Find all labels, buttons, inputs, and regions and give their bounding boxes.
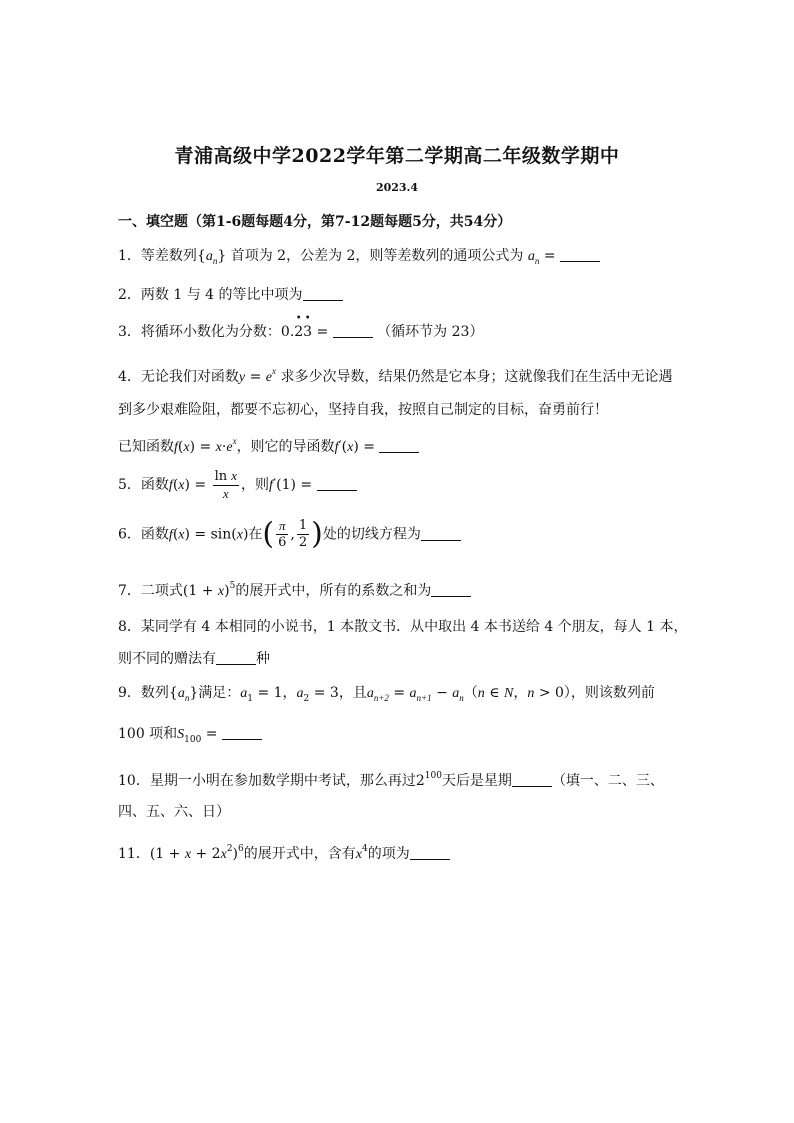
question-8-line-1 xyxy=(118,620,688,634)
question-8-line-2 xyxy=(118,652,270,666)
section-header: 一、填空题（第1-6题每题4分，第7-12题每题5分，共54分） xyxy=(118,214,512,230)
answer-blank[interactable] xyxy=(222,727,262,740)
answer-blank[interactable] xyxy=(410,847,450,860)
answer-blank[interactable] xyxy=(216,652,256,665)
q7-prefix: 7．二项式 xyxy=(118,583,183,599)
q11-prefix: 11． xyxy=(118,846,150,862)
question-4-line-3: 已知函数$f(x) = x\cdot e^x$，则它的导函数f′(x) = xyxy=(118,437,419,455)
q3-note: （循环节为 23） xyxy=(377,324,484,340)
q9-prefix: 9．数列 xyxy=(118,685,169,701)
answer-blank[interactable] xyxy=(512,774,552,787)
q3-prefix: 3．将循环小数化为分数：0. xyxy=(118,324,295,340)
q9-text-4: 100 项和 xyxy=(118,726,178,742)
question-10-line-1: 10．星期一小明在参加数学期中考试，那么再过$2^{100}$天后是星期 （填一、二、三、 xyxy=(118,771,664,789)
question-4-line-1: 4．无论我们对函数$y = e^x$ 求多少次导数，结果仍然是它本身；这就像我们在生活中无论遇 xyxy=(118,366,673,385)
question-9-line-2: 100 项和$S_{100}$ = xyxy=(118,727,262,745)
question-10-line-2 xyxy=(118,805,230,819)
q6-text-2: 处的切线方程为 xyxy=(322,526,421,543)
q8-text-3: 种 xyxy=(256,651,270,667)
q1-prefix: 1．等差数列 xyxy=(118,248,197,264)
question-4-line-2 xyxy=(118,403,608,417)
page-title: 青浦高级中学2022学年第二学期高二年级数学期中 xyxy=(174,145,620,167)
q4-text-4: ，则它的导函数 xyxy=(236,439,335,455)
q9-text-3: ，则该数列前 xyxy=(570,685,655,701)
answer-blank[interactable] xyxy=(317,478,357,491)
q4-prefix: 4．无论我们对函数 xyxy=(118,369,239,385)
q7-text: 的展开式中，所有的系数之和为 xyxy=(235,583,432,599)
q11-text: 的展开式中，含有 xyxy=(243,846,356,862)
q4-text-3: 已知函数 xyxy=(118,439,174,455)
question-7: 7．二项式$(1 + x)^5$的展开式中，所有的系数之和为 xyxy=(118,582,471,599)
q9-text-2: ，且 xyxy=(338,685,367,701)
q6-text: 在 xyxy=(248,526,263,543)
q6-prefix: 6．函数 xyxy=(118,526,169,543)
question-2 xyxy=(118,288,343,302)
q10-prefix: 10．星期一小明在参加数学期中考试，那么再过 xyxy=(118,773,416,789)
q10-text-2: （填一、二、三、 xyxy=(551,773,664,789)
question-9-line-1: 9．数列$\{a_n\}$满足：$a_1 = 1$，$a_2 = 3$，且$a_{n+2} = a_{n+1} - a_n(n$ ∈ N，n > 0），则该数列前 xyxy=(118,685,655,704)
q8-text: 8．某同学有 4 本相同的小说书，1 本散文书．从中取出 4 本书送给 4 个朋友，每人 1 本， xyxy=(118,619,688,635)
answer-blank[interactable] xyxy=(303,288,343,301)
q11-text-2: 的项为 xyxy=(367,846,410,862)
exam-date: 2023.4 xyxy=(375,181,419,194)
answer-blank[interactable] xyxy=(431,584,471,597)
q10-text: 天后是星期 xyxy=(441,773,512,789)
q10-exponent: 100 xyxy=(424,771,442,781)
question-11: 11．$(1 + x + 2x^2)^6$的展开式中，含有$x^4$的项为 xyxy=(118,845,450,862)
q3-repeating-digits: 23 xyxy=(294,324,313,340)
q9-text: 满足： xyxy=(198,685,241,701)
q4-text: 求多少次导数，结果仍然是它本身；这就像我们在生活中无论遇 xyxy=(280,369,673,385)
answer-blank[interactable] xyxy=(379,440,419,453)
q10-text-3: 四、五、六、日） xyxy=(118,804,230,820)
question-1: 1．等差数列$\{a_n\}$ 首项为 2，公差为 2，则等差数列的通项公式为 $a_n$ = xyxy=(118,249,600,266)
answer-blank[interactable] xyxy=(560,249,600,262)
q4-text-2: 到多少艰难险阻，都要不忘初心，坚持自我，按照自己制定的目标，奋勇前行！ xyxy=(118,402,608,418)
q5-prefix: 5．函数 xyxy=(118,477,169,493)
question-6: 6．函数f(x) = sin(x)在( $\frac{\pi}{6}$ , $\frac{1}{2}$ )处的切线方程为 xyxy=(118,518,461,551)
question-3: 3．将循环小数化为分数：0. • • 23 = （循环节为 23） xyxy=(118,313,484,340)
fraction: $\frac{\text{ln x}}{x}$ xyxy=(214,468,238,501)
q8-text-2: 则不同的赠法有 xyxy=(118,651,216,667)
q2-text: 2．两数 1 与 4 的等比中项为 xyxy=(118,287,303,303)
question-5: 5．函数f(x) = $\frac{\text{ln x}}{x}$ ，则f′(1) = xyxy=(118,468,357,502)
answer-blank[interactable] xyxy=(421,528,461,541)
q5-text: ，则 xyxy=(241,477,270,493)
q1-text: 首项为 2，公差为 2，则等差数列的通项公式为 xyxy=(230,248,524,264)
answer-blank[interactable] xyxy=(333,325,373,338)
